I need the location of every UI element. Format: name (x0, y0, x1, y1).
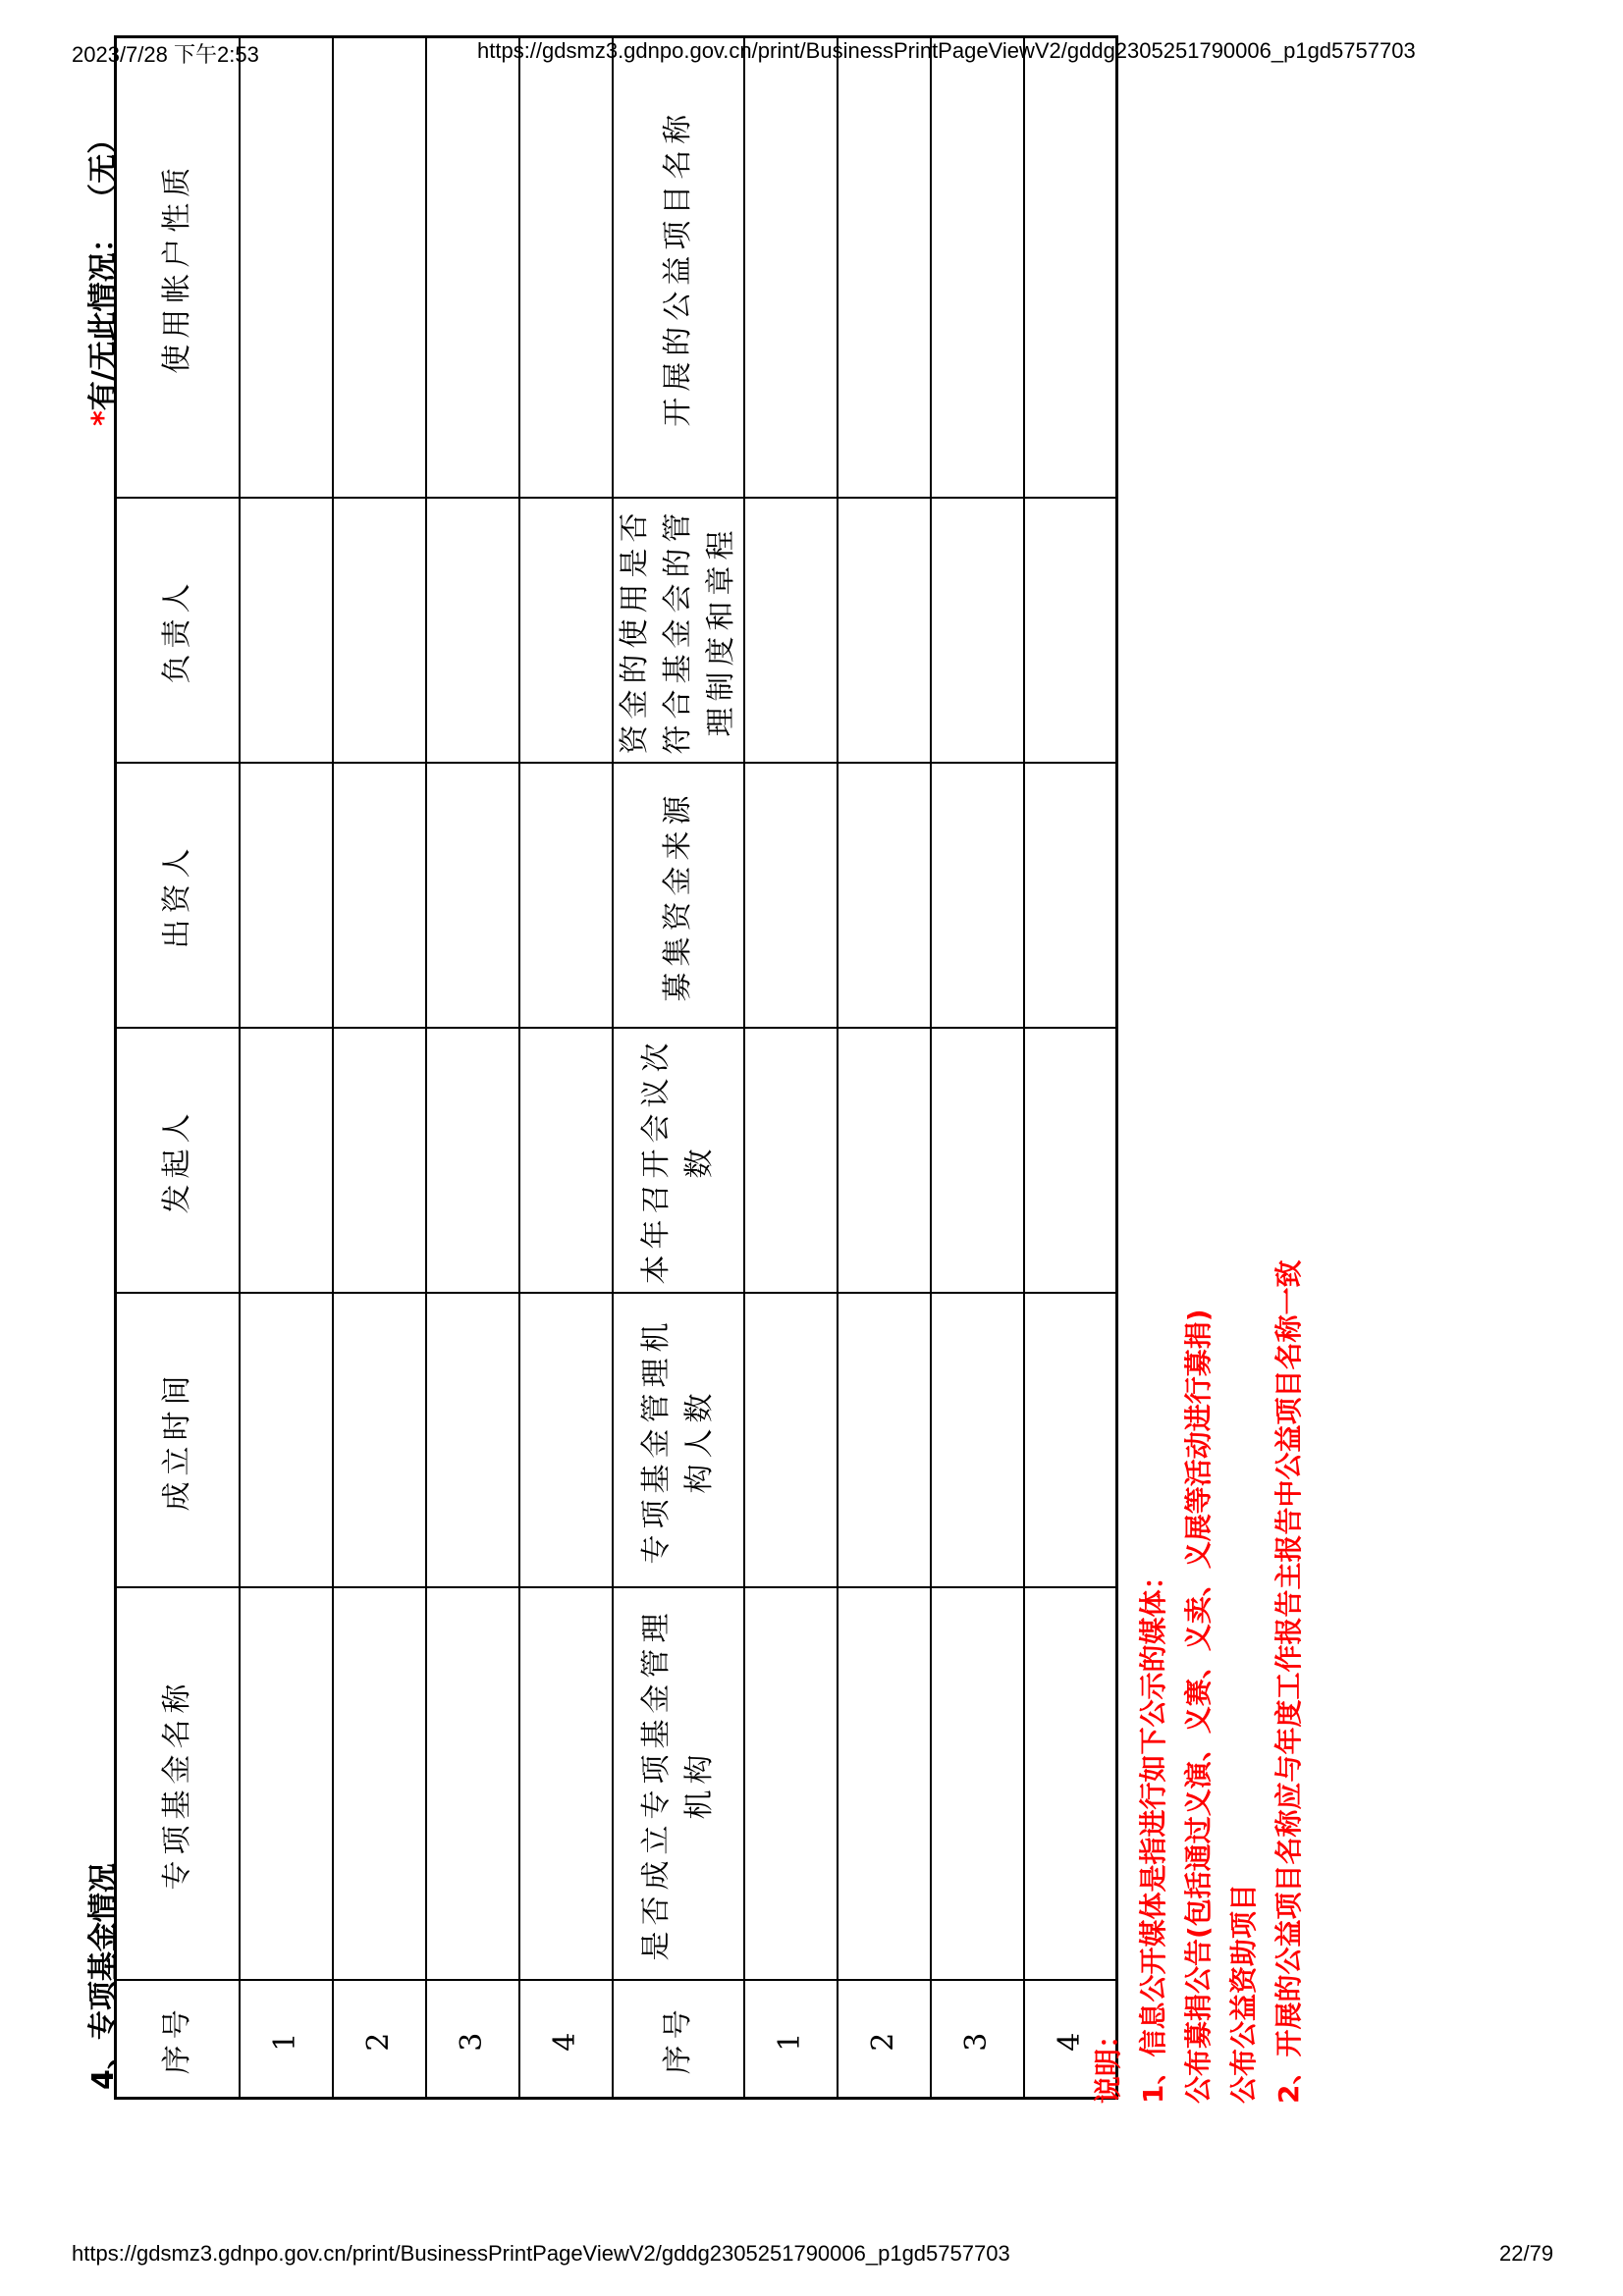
cell-funding-source (838, 764, 931, 1029)
cell-person-in-charge (426, 499, 519, 764)
header-cell: 是否成立专项基金管理机构 (613, 1588, 744, 1981)
cell-funding-source (931, 764, 1024, 1029)
cell-compliance (744, 499, 838, 764)
cell-meetings-count (838, 1029, 931, 1294)
table-row (240, 37, 333, 2099)
cell-fund-name (519, 1588, 613, 1981)
cell-established-date (240, 1294, 333, 1588)
cell-project-name (1024, 37, 1117, 499)
notes-line: 1、信息公开媒体是指进行如下公示的媒体： (1137, 1562, 1169, 2104)
cell-meetings-count (931, 1029, 1024, 1294)
cell-account-nature (519, 37, 613, 499)
cell-meetings-count (744, 1029, 838, 1294)
table-row (931, 37, 1024, 2099)
header-cell: 募集资金来源 (613, 764, 744, 1029)
cell-fund-name (333, 1588, 426, 1981)
row-number: 2 (838, 1981, 931, 2099)
cell-person-in-charge (519, 499, 613, 764)
table-header-row-2 (613, 37, 744, 2099)
status-label: 有/无此情况： (86, 223, 121, 411)
cell-initiator (426, 1029, 519, 1294)
notes-line: 公布募捐公告(包括通过义演、义赛、义卖、义展等活动进行募捐) (1182, 1308, 1215, 2104)
cell-project-name (838, 37, 931, 499)
cell-person-in-charge (333, 499, 426, 764)
section-title: 4、专项基金情况 (86, 1863, 121, 2090)
cell-management-headcount (838, 1294, 931, 1588)
cell-compliance (838, 499, 931, 764)
print-url-header: https://gdsmz3.gdnpo.gov.cn/print/BusinessPrintPageViewV2/gddg2305251790006_p1gd5757703 (477, 38, 1416, 63)
cell-established-date (333, 1294, 426, 1588)
header-cell: 使用帐户性质 (116, 37, 240, 499)
required-star: * (86, 410, 121, 426)
print-url-footer: https://gdsmz3.gdnpo.gov.cn/print/BusinessPrintPageViewV2/gddg2305251790006_p1gd5757703 (72, 2241, 1010, 2266)
cell-account-nature (333, 37, 426, 499)
row-number: 1 (744, 1981, 838, 2099)
header-cell: 专项基金管理机构人数 (613, 1294, 744, 1588)
header-cell: 本年召开会议次数 (613, 1029, 744, 1294)
table-row (838, 37, 931, 2099)
cell-initiator (240, 1029, 333, 1294)
cell-funder (426, 764, 519, 1029)
table-header-row-1 (116, 37, 240, 2099)
header-cell: 负责人 (116, 499, 240, 764)
cell-established-date (519, 1294, 613, 1588)
table-row (519, 37, 613, 2099)
cell-account-nature (426, 37, 519, 499)
row-number: 3 (931, 1981, 1024, 2099)
table-row (333, 37, 426, 2099)
cell-funding-source (744, 764, 838, 1029)
table-row (426, 37, 519, 2099)
header-cell: 专项基金名称 (116, 1588, 240, 1981)
header-cell: 序号 (116, 1981, 240, 2099)
print-datetime: 2023/7/28 下午2:53 (72, 42, 259, 67)
row-number: 3 (426, 1981, 519, 2099)
row-number: 2 (333, 1981, 426, 2099)
header-cell: 出资人 (116, 764, 240, 1029)
row-number: 4 (1024, 1981, 1117, 2099)
notes-line: 公布公益资助项目 (1227, 1883, 1260, 2104)
notes-block (1086, 1260, 1312, 2105)
cell-compliance (931, 499, 1024, 764)
cell-account-nature (240, 37, 333, 499)
special-fund-table (114, 35, 1118, 2100)
cell-initiator (519, 1029, 613, 1294)
notes-title: 说明： (1092, 2020, 1124, 2104)
cell-meetings-count (1024, 1029, 1117, 1294)
header-cell: 开展的公益项目名称 (613, 37, 744, 499)
header-cell: 资金的使用是否符合基金会的管理制度和章程 (613, 499, 744, 764)
cell-established-date (426, 1294, 519, 1588)
cell-initiator (333, 1029, 426, 1294)
table-row (744, 37, 838, 2099)
cell-funder (519, 764, 613, 1029)
page-number: 22/79 (1499, 2241, 1554, 2266)
cell-fund-name (240, 1588, 333, 1981)
cell-management-headcount (744, 1294, 838, 1588)
cell-project-name (744, 37, 838, 499)
cell-project-name (931, 37, 1024, 499)
status-value: （无） (86, 124, 121, 213)
cell-person-in-charge (240, 499, 333, 764)
header-cell: 序号 (613, 1981, 744, 2099)
cell-has-management-body (838, 1588, 931, 1981)
notes-line: 2、开展的公益项目名称应与年度工作报告主报告中公益项目名称一致 (1272, 1259, 1305, 2104)
cell-has-management-body (744, 1588, 838, 1981)
cell-management-headcount (931, 1294, 1024, 1588)
header-cell: 发起人 (116, 1029, 240, 1294)
row-number: 1 (240, 1981, 333, 2099)
row-number: 4 (519, 1981, 613, 2099)
cell-compliance (1024, 499, 1117, 764)
header-cell: 成立时间 (116, 1294, 240, 1588)
cell-fund-name (426, 1588, 519, 1981)
cell-funding-source (1024, 764, 1117, 1029)
cell-has-management-body (931, 1588, 1024, 1981)
cell-funder (240, 764, 333, 1029)
cell-funder (333, 764, 426, 1029)
